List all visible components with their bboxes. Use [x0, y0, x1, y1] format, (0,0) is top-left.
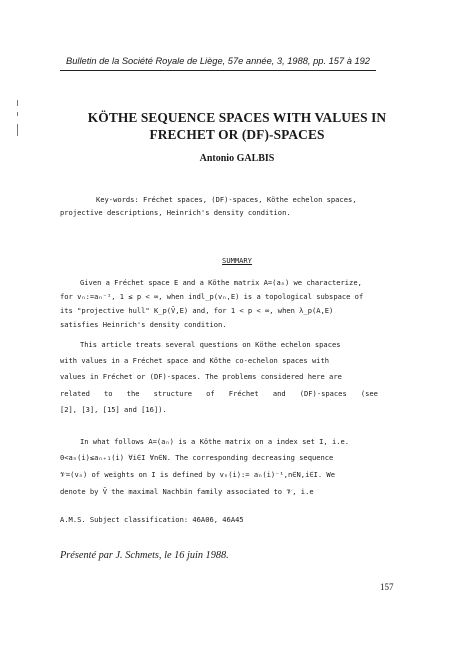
word: Fréchet — [228, 389, 259, 398]
summary-p2-line-3: values in Fréchet or (DF)-spaces. The problems considered here are — [60, 372, 342, 381]
summary-heading: SUMMARY — [222, 256, 252, 265]
word: structure — [153, 389, 193, 398]
summary-p2-line-2: with values in a Fréchet space and Köthe co-echelon spaces with — [60, 356, 330, 365]
body-p3-line-3: 𝒱=(vₙ) of weights on I is defined by vₙ(i):= aₙ(i)⁻¹,n∈N,i∈I. We — [60, 470, 335, 479]
body-p3-line-1: In what follows A=(aₙ) is a Köthe matrix on a index set I, i.e. — [80, 437, 350, 446]
summary-p2-line-1: This article treats several questions on Köthe echelon spaces — [80, 340, 341, 349]
word: (see — [360, 389, 378, 398]
header-rule — [60, 70, 376, 71]
body-p3-line-2: 0<aₙ(i)≤aₙ₊₁(i) ∀i∈I ∀n∈N. The corresponding decreasing sequence — [60, 453, 334, 462]
margin-mark — [17, 100, 18, 106]
summary-p2-line-5: [2], [3], [15] and [16]). — [60, 405, 167, 414]
keywords-line-2: projective descriptions, Heinrich's density condition. — [60, 208, 291, 217]
author: Antonio GALBIS — [199, 153, 275, 164]
page-number: 157 — [380, 582, 394, 592]
body-p3-line-4: denote by V̄ the maximal Nachbin family associated to 𝒱, i.e — [60, 487, 314, 496]
paper-title — [60, 109, 414, 143]
title-line-1: KÖTHE SEQUENCE SPACES WITH VALUES IN — [87, 110, 387, 125]
summary-p1-line-2: for vₙ:=aₙ⁻¹, 1 ≤ p < ∞, when indl_p(vₙ,E) is a topological subspace of — [60, 292, 364, 301]
summary-p1-line-1: Given a Fréchet space E and a Köthe matrix A=(aₙ) we characterize, — [80, 278, 362, 287]
word: and — [272, 389, 286, 398]
title-line-2: FRECHET OR (DF)-SPACES — [149, 127, 325, 142]
summary-p1-line-4: satisfies Heinrich's density condition. — [60, 320, 227, 329]
word: (DF)-spaces — [299, 389, 347, 398]
running-head: Bulletin de la Société Royale de Liège, 57e année, 3, 1988, pp. 157 à 192 — [66, 56, 370, 66]
word: to — [104, 389, 113, 398]
presented-by: Présenté par J. Schmets, le 16 juin 1988. — [60, 550, 229, 561]
keywords-line-1: Key-words: Fréchet spaces, (DF)-spaces, Köthe echelon spaces, — [96, 195, 357, 204]
ams-classification: A.M.S. Subject classification: 46A06, 46A45 — [60, 515, 244, 524]
margin-mark — [17, 124, 18, 136]
word: related — [60, 389, 90, 398]
summary-p2-line-4 — [60, 389, 378, 398]
word: of — [206, 389, 215, 398]
word: the — [126, 389, 140, 398]
summary-p1-line-3: its "projective hull" K_p(V̄,E) and, for 1 < p < ∞, when λ_p(A,E) — [60, 306, 334, 315]
margin-mark — [17, 112, 18, 116]
